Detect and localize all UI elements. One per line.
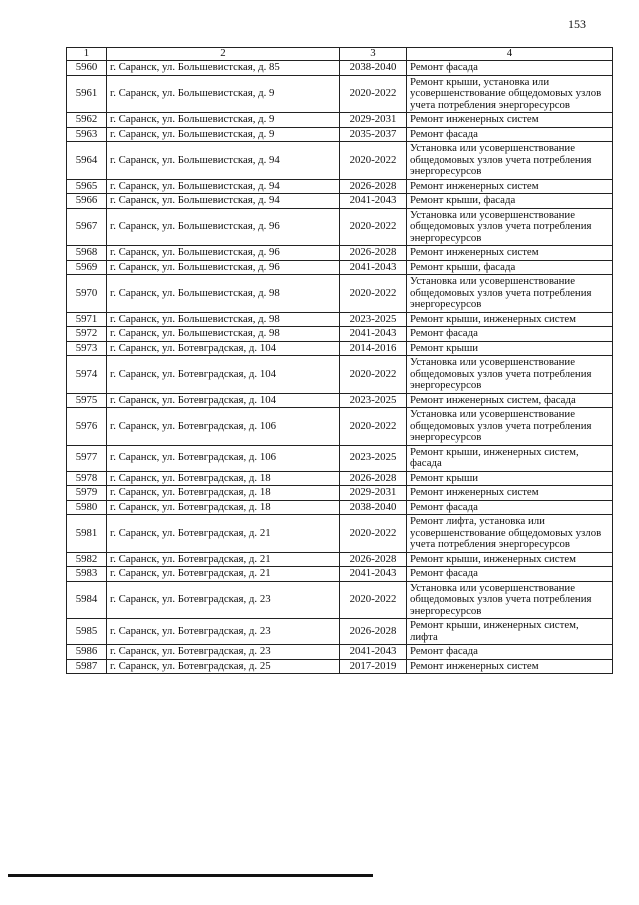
page-number: 153: [568, 17, 586, 31]
work-type-cell: Установка или усовершенствование общедомовых узлов учета потребления энергоресурсов: [407, 208, 613, 246]
table-row: [67, 341, 613, 356]
period-cell: 2041-2043: [340, 194, 407, 209]
address-cell: г. Саранск, ул. Ботевградская, д. 23: [107, 581, 340, 619]
row-number-cell: 5969: [67, 260, 107, 275]
address-cell: г. Саранск, ул. Ботевградская, д. 106: [107, 408, 340, 446]
row-number-cell: 5982: [67, 552, 107, 567]
address-cell: г. Саранск, ул. Ботевградская, д. 21: [107, 552, 340, 567]
work-type-cell: Установка или усовершенствование общедомовых узлов учета потребления энергоресурсов: [407, 142, 613, 180]
work-type-cell: Ремонт инженерных систем: [407, 486, 613, 501]
table-row: [67, 445, 613, 471]
table-row: [67, 515, 613, 553]
row-number-cell: 5987: [67, 659, 107, 674]
address-cell: г. Саранск, ул. Большевистская, д. 85: [107, 61, 340, 76]
work-type-cell: Ремонт лифта, установка или усовершенствование общедомовых узлов учета потребления энергоресурсов: [407, 515, 613, 553]
table-row: [67, 312, 613, 327]
address-cell: г. Саранск, ул. Большевистская, д. 98: [107, 327, 340, 342]
row-number-cell: 5973: [67, 341, 107, 356]
table-row: [67, 619, 613, 645]
row-number-cell: 5976: [67, 408, 107, 446]
period-cell: 2026-2028: [340, 179, 407, 194]
period-cell: 2020-2022: [340, 208, 407, 246]
row-number-cell: 5962: [67, 113, 107, 128]
row-number-cell: 5972: [67, 327, 107, 342]
period-cell: 2026-2028: [340, 619, 407, 645]
address-cell: г. Саранск, ул. Ботевградская, д. 25: [107, 659, 340, 674]
period-cell: 2035-2037: [340, 127, 407, 142]
work-type-cell: Ремонт фасада: [407, 327, 613, 342]
row-number-cell: 5961: [67, 75, 107, 113]
row-number-cell: 5970: [67, 275, 107, 313]
work-type-cell: Ремонт фасада: [407, 500, 613, 515]
period-cell: 2026-2028: [340, 246, 407, 261]
table-row: [67, 393, 613, 408]
address-cell: г. Саранск, ул. Большевистская, д. 94: [107, 194, 340, 209]
work-type-cell: Ремонт фасада: [407, 127, 613, 142]
work-type-cell: Установка или усовершенствование общедомовых узлов учета потребления энергоресурсов: [407, 275, 613, 313]
address-cell: г. Саранск, ул. Ботевградская, д. 23: [107, 619, 340, 645]
row-number-cell: 5960: [67, 61, 107, 76]
row-number-cell: 5964: [67, 142, 107, 180]
work-type-cell: Ремонт инженерных систем, фасада: [407, 393, 613, 408]
work-type-cell: Установка или усовершенствование общедомовых узлов учета потребления энергоресурсов: [407, 356, 613, 394]
repair-schedule-table: [66, 47, 613, 674]
table-row: [67, 75, 613, 113]
address-cell: г. Саранск, ул. Большевистская, д. 96: [107, 260, 340, 275]
row-number-cell: 5971: [67, 312, 107, 327]
address-cell: г. Саранск, ул. Ботевградская, д. 106: [107, 445, 340, 471]
header-col-4: 4: [407, 48, 613, 61]
address-cell: г. Саранск, ул. Ботевградская, д. 21: [107, 515, 340, 553]
work-type-cell: Ремонт крыши, фасада: [407, 260, 613, 275]
address-cell: г. Саранск, ул. Ботевградская, д. 18: [107, 486, 340, 501]
table-row: [67, 142, 613, 180]
work-type-cell: Установка или усовершенствование общедомовых узлов учета потребления энергоресурсов: [407, 408, 613, 446]
period-cell: 2020-2022: [340, 356, 407, 394]
header-col-1: 1: [67, 48, 107, 61]
work-type-cell: Ремонт крыши: [407, 471, 613, 486]
row-number-cell: 5967: [67, 208, 107, 246]
header-col-2: 2: [107, 48, 340, 61]
address-cell: г. Саранск, ул. Большевистская, д. 9: [107, 127, 340, 142]
address-cell: г. Саранск, ул. Ботевградская, д. 21: [107, 567, 340, 582]
row-number-cell: 5968: [67, 246, 107, 261]
table-row: [67, 260, 613, 275]
table-row: [67, 486, 613, 501]
address-cell: г. Саранск, ул. Ботевградская, д. 23: [107, 645, 340, 660]
work-type-cell: Ремонт фасада: [407, 645, 613, 660]
table-row: [67, 327, 613, 342]
period-cell: 2041-2043: [340, 260, 407, 275]
work-type-cell: Ремонт крыши: [407, 341, 613, 356]
work-type-cell: Ремонт инженерных систем: [407, 113, 613, 128]
table-row: [67, 275, 613, 313]
period-cell: 2038-2040: [340, 500, 407, 515]
table-header: [67, 48, 613, 61]
address-cell: г. Саранск, ул. Большевистская, д. 94: [107, 142, 340, 180]
table-row: [67, 552, 613, 567]
period-cell: 2023-2025: [340, 393, 407, 408]
period-cell: 2026-2028: [340, 471, 407, 486]
row-number-cell: 5978: [67, 471, 107, 486]
address-cell: г. Саранск, ул. Большевистская, д. 94: [107, 179, 340, 194]
table-row: [67, 61, 613, 76]
row-number-cell: 5965: [67, 179, 107, 194]
work-type-cell: Ремонт крыши, установка или усовершенствование общедомовых узлов учета потребления энергоресурсов: [407, 75, 613, 113]
work-type-cell: Ремонт инженерных систем: [407, 179, 613, 194]
period-cell: 2029-2031: [340, 113, 407, 128]
period-cell: 2020-2022: [340, 408, 407, 446]
table-row: [67, 208, 613, 246]
table-row: [67, 567, 613, 582]
address-cell: г. Саранск, ул. Ботевградская, д. 104: [107, 393, 340, 408]
address-cell: г. Саранск, ул. Большевистская, д. 9: [107, 75, 340, 113]
period-cell: 2029-2031: [340, 486, 407, 501]
work-type-cell: Ремонт инженерных систем: [407, 659, 613, 674]
row-number-cell: 5983: [67, 567, 107, 582]
period-cell: 2041-2043: [340, 567, 407, 582]
address-cell: г. Саранск, ул. Ботевградская, д. 104: [107, 341, 340, 356]
row-number-cell: 5963: [67, 127, 107, 142]
row-number-cell: 5984: [67, 581, 107, 619]
table-row: [67, 179, 613, 194]
period-cell: 2023-2025: [340, 445, 407, 471]
row-number-cell: 5985: [67, 619, 107, 645]
work-type-cell: Ремонт крыши, инженерных систем: [407, 312, 613, 327]
row-number-cell: 5979: [67, 486, 107, 501]
work-type-cell: Ремонт крыши, фасада: [407, 194, 613, 209]
row-number-cell: 5980: [67, 500, 107, 515]
work-type-cell: Ремонт фасада: [407, 567, 613, 582]
table-row: [67, 356, 613, 394]
period-cell: 2026-2028: [340, 552, 407, 567]
row-number-cell: 5981: [67, 515, 107, 553]
period-cell: 2020-2022: [340, 581, 407, 619]
table-row: [67, 113, 613, 128]
row-number-cell: 5986: [67, 645, 107, 660]
table-row: [67, 408, 613, 446]
work-type-cell: Ремонт крыши, инженерных систем, лифта: [407, 619, 613, 645]
work-type-cell: Ремонт фасада: [407, 61, 613, 76]
header-row: [67, 48, 613, 61]
row-number-cell: 5974: [67, 356, 107, 394]
address-cell: г. Саранск, ул. Большевистская, д. 9: [107, 113, 340, 128]
table-row: [67, 127, 613, 142]
header-col-3: 3: [340, 48, 407, 61]
bottom-rule: [8, 874, 373, 877]
period-cell: 2014-2016: [340, 341, 407, 356]
address-cell: г. Саранск, ул. Ботевградская, д. 18: [107, 471, 340, 486]
row-number-cell: 5977: [67, 445, 107, 471]
table-row: [67, 500, 613, 515]
period-cell: 2017-2019: [340, 659, 407, 674]
period-cell: 2038-2040: [340, 61, 407, 76]
table-row: [67, 581, 613, 619]
work-type-cell: Установка или усовершенствование общедомовых узлов учета потребления энергоресурсов: [407, 581, 613, 619]
period-cell: 2041-2043: [340, 327, 407, 342]
work-type-cell: Ремонт инженерных систем: [407, 246, 613, 261]
address-cell: г. Саранск, ул. Большевистская, д. 96: [107, 246, 340, 261]
period-cell: 2020-2022: [340, 275, 407, 313]
table-body: [67, 61, 613, 674]
period-cell: 2023-2025: [340, 312, 407, 327]
address-cell: г. Саранск, ул. Большевистская, д. 98: [107, 312, 340, 327]
table-row: [67, 194, 613, 209]
work-type-cell: Ремонт крыши, инженерных систем: [407, 552, 613, 567]
period-cell: 2020-2022: [340, 515, 407, 553]
row-number-cell: 5966: [67, 194, 107, 209]
period-cell: 2041-2043: [340, 645, 407, 660]
period-cell: 2020-2022: [340, 142, 407, 180]
table-row: [67, 659, 613, 674]
table-row: [67, 471, 613, 486]
address-cell: г. Саранск, ул. Большевистская, д. 96: [107, 208, 340, 246]
address-cell: г. Саранск, ул. Ботевградская, д. 18: [107, 500, 340, 515]
work-type-cell: Ремонт крыши, инженерных систем, фасада: [407, 445, 613, 471]
row-number-cell: 5975: [67, 393, 107, 408]
address-cell: г. Саранск, ул. Ботевградская, д. 104: [107, 356, 340, 394]
table-row: [67, 645, 613, 660]
address-cell: г. Саранск, ул. Большевистская, д. 98: [107, 275, 340, 313]
table-row: [67, 246, 613, 261]
period-cell: 2020-2022: [340, 75, 407, 113]
